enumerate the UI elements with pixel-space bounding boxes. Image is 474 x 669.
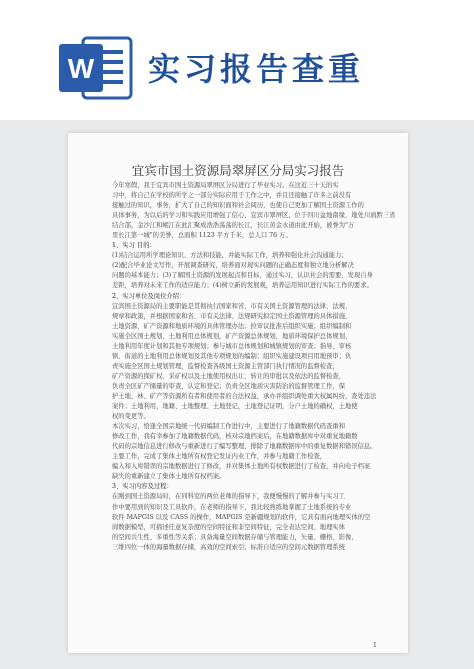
body-line: 实施全区国土规划、土地利用总体规划，矿产资源总体规划，地质环境保护总体规划、 — [112, 332, 352, 340]
body-line: 里长江第一城"的美誉，总面积 1123 平方千米，总人口 76 万。 — [112, 232, 292, 240]
body-line: 案件；土地利用，地籍、土地整理、土地登记，土地登记证明，分户土地的确权，土地使 — [112, 403, 358, 411]
body-line: 护土地、林、矿产等资源所有者和使用者的合法权益，承办并组织调处重大权属纠纷，查处违法 — [112, 392, 377, 400]
section-heading: 1、实习 目的： — [112, 242, 156, 250]
body-line: 修改工作，我有幸参加了地籍数据代码，核对宗地档案后，在地籍数据库中对重复地籍数 — [112, 433, 358, 441]
document-title: 宜宾市国土资源局翠屏区分局实习报告 — [131, 163, 345, 178]
body-line: 三维四位一体的海量数据存储，高效的空间索引；标准自适应的空间元数据管理系统 — [112, 543, 345, 551]
body-line: 的空间共生性、多重性等关系；具备海量空间数据存储与管理能力，矢量、栅格、影像、 — [112, 533, 358, 541]
body-line: 问题的基本能力；(3)了解国土资源的发展起点和目标，通过实习，认识社会的需要，发现自身 — [112, 272, 373, 280]
body-line: 差距，培养对未来工作的适应能力；(4)树立新的发展观，培养运用知识进行实际工作的要求。 — [112, 282, 373, 290]
document-body — [112, 181, 396, 553]
body-line: 本次实习，恰逢全国宗地统一代码编制工作进行中，主要进行了地籍数据代码查重和 — [112, 423, 345, 431]
body-line: 间数据模型，可描述任意复杂度的空间特征和非空间特征，完全表达空间、地理实体 — [112, 523, 345, 531]
svg-text:W: W — [67, 53, 95, 84]
banner — [0, 0, 474, 120]
body-line: 接触过的知识，事务，扩大了自己的知识面和社会阅历，也使自己更加了解国土资源工作的 — [112, 202, 364, 210]
body-line: 代码的宗地信息进行修改与重新进行了编写整理，排除了地籍数据库中的重复数据和错误信息。 — [112, 443, 377, 451]
body-line: 权的变更等。 — [112, 413, 150, 421]
body-line: (2)配合毕业论文写作，开展调查研究，培养面对现实问题的正确态度和独立地分析解决 — [112, 262, 354, 270]
section-heading: 2、实习单位及岗位介绍： — [112, 292, 186, 300]
body-line: 负责全区矿产储量的审查、认定和登记；负责全区地质灾害防治的监督管理工作，保 — [112, 382, 345, 390]
word-document-icon — [57, 36, 135, 100]
body-line: 今年寒假，我于宜宾市国土资源局翠屏区分局进行了毕业实习。在这近三十天的实 — [112, 182, 339, 189]
body-line: 习中，将自己在学校的所学之一部分实际应用于工作之中，并且还接触了许多之前没有 — [112, 192, 352, 200]
body-line: 土地资源、矿产资源和地质环境的具体管理办法；拉审议批准后组织实施；组织编制和 — [112, 322, 352, 330]
body-line: 软件 MAPGIS 以及 CASS 的操作，MAPGIS 是新疆规划的软件，它具有面向地理实体的空 — [112, 513, 371, 521]
body-line: 具体事务，为以后的学习和实践应用增强了信心，宜宾市翠屏区，位于四川盆地南缘，地处川滇黔三省 — [112, 212, 396, 220]
body-line: 责实施全区国土规划管理，监督检查各级国土资源主管部门执行情况的监督检查， — [112, 362, 339, 370]
body-line: 土地利用年度计划和其他专项规划；参与城市总体规划和城镇规划的审查；指导、审核 — [112, 342, 352, 350]
body-line: 缺失的重新建立了集体土地所有权档案。 — [112, 473, 226, 481]
banner-title: 实习报告查重 — [148, 50, 365, 88]
body-line: 主要工作，完成了集体土地所有权登记发证内业工作，并参与地籍工作检查， — [112, 453, 327, 461]
page-number: 1 — [373, 642, 377, 649]
body-line: (1)结合运用所学理论知识、方法和技能，并能实际工作，培养和强化社会沟通能力； — [112, 252, 348, 260]
body-line: 规章和政策，并根据国家和省、市有关法律、法规研究拟定国土资源管理的具体措施， — [112, 312, 352, 320]
section-heading: 3、实习内容及过程： — [112, 483, 173, 491]
document-page — [68, 133, 408, 653]
body-line: 编入和入库错误的宗地数据进行了修改，并对集体土地所有权数据进行了检查，并向电子档案 — [112, 463, 371, 471]
body-line: 宜宾国土资源局的主要职能是贯彻执行国家和省、市有关国土资源管理的法律、法规、 — [112, 302, 352, 310]
body-line: 矿产资源的探矿权、采矿权以及土地使用权出让、转让的审批以及依法的监督检查， — [112, 372, 345, 380]
body-line: 在刚到国土资源局时，在同科室的两位老师的指导下，我便慢慢的了解并参与实习工 — [112, 493, 345, 501]
body-line: 镇、街道的土地利用总体规划及其他专项规划的编制；组织实施建设项目用地预审；负 — [112, 352, 352, 360]
body-line: 作中要用到的知识及工具软件，在老师的指导下，我比较熟练地掌握了土地系统的专业 — [112, 503, 352, 511]
body-line: 结合部，金沙江和岷江在此汇聚成浩浩荡荡的长江，长江黄金水道由此开始，被誉为"万 — [112, 222, 355, 230]
